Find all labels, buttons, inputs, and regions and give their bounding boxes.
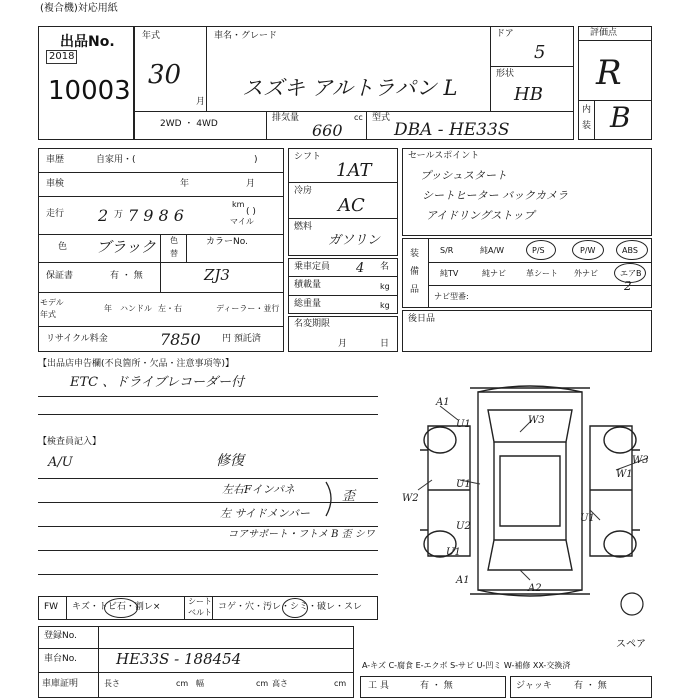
warranty-value: 有 ・ 無	[110, 271, 143, 281]
inspection-year: 年	[180, 179, 190, 189]
diagram-mark-u1-right: U1	[580, 513, 595, 524]
equip-leather-seat: 革シート	[526, 269, 558, 278]
drive-type: 2WD ・ 4WD	[160, 119, 218, 129]
capacity-value: 4	[356, 261, 365, 276]
model-year-unit: 年	[104, 304, 112, 313]
rename-label: 名変期限	[294, 319, 331, 329]
shift-label: シフト	[294, 152, 322, 162]
inspection-month: 月	[246, 179, 256, 189]
inspector-label: 【検査員記入】	[38, 437, 102, 447]
color-swap-1: 色	[170, 236, 178, 245]
mileage-unit-man: 万	[114, 210, 124, 220]
capacity-unit: 名	[380, 262, 390, 272]
interior-score: B	[610, 101, 631, 134]
score-label: 評価点	[590, 28, 618, 38]
later-items-box	[402, 310, 652, 352]
damage-legend: A-キズ C-腐食 E-エクボ S-サビ U-凹ミ W-補修 XX-交換済	[362, 661, 571, 670]
diagram-mark-w3-a: W3	[528, 415, 545, 426]
declaration-value: ETC 、ドライブレコーダー付	[70, 375, 244, 390]
mileage-rest: 7 9 8 6	[128, 206, 184, 225]
equip-abs: ABS	[622, 246, 638, 255]
history-close: )	[254, 155, 258, 165]
sales-line-1: プッシュスタート	[420, 169, 508, 182]
color-value: ブラック	[96, 238, 156, 256]
interior-label-2: 装	[582, 121, 592, 131]
airbag-count: 2	[624, 279, 632, 293]
mileage-paren: ( )	[246, 207, 256, 217]
spare-label: スペア	[616, 639, 646, 650]
color-swap-2: 替	[170, 249, 178, 258]
inspector-note-1: A/U	[48, 455, 73, 470]
fuel-value: ガソリン	[328, 233, 381, 248]
seat-label-1: シート	[188, 597, 212, 606]
seat-items: コゲ・穴・汚レ・シミ・破レ・スレ	[218, 602, 363, 612]
displacement-value: 660	[312, 121, 343, 140]
diagram-mark-w3-b: W3	[632, 455, 649, 466]
diagram-mark-u1-top: U1	[456, 419, 471, 430]
mileage-km: km	[232, 200, 245, 209]
diagram-mark-u2: U2	[456, 521, 471, 532]
declaration-label: 【出品店申告欄(不良箇所・欠品・注意事項等)】	[38, 359, 235, 369]
fw-label: FW	[44, 602, 59, 612]
rename-month: 月	[338, 339, 348, 349]
year-value: 30	[148, 60, 182, 90]
equip-airbag: エアB	[620, 269, 642, 278]
lot-label: 出品No.	[60, 34, 115, 50]
mileage-mile: マイル	[230, 217, 254, 226]
diagram-mark-w2: W2	[402, 493, 419, 504]
fw-items: キズ・トビ石・割レ×	[72, 602, 161, 612]
equip-sr: S/R	[440, 246, 454, 255]
score-value: R	[596, 53, 622, 93]
abs-circle	[616, 240, 648, 260]
cert-length: 長さ	[104, 679, 120, 688]
model-label: 型式	[372, 113, 391, 123]
capacity-label: 乗車定員	[294, 262, 331, 272]
navi-model-label: ナビ型番:	[434, 292, 469, 301]
cert-height-unit: cm	[334, 679, 347, 688]
sheet-type-label: (複合機)対応用紙	[40, 3, 118, 14]
sales-line-2: シートヒーター バックカメラ	[422, 189, 569, 202]
aircon-value: AC	[338, 195, 365, 216]
shape-label: 形状	[496, 69, 515, 79]
sales-point-label: セールスポイント	[408, 151, 480, 161]
load-label: 積載量	[294, 280, 322, 290]
registration-label: 登録No.	[44, 631, 77, 641]
warranty-label: 保証書	[46, 271, 74, 281]
mileage-label: 走行	[46, 209, 65, 219]
weight-unit: kg	[380, 301, 390, 310]
diagram-mark-a1-bottom: A1	[456, 575, 470, 586]
displacement-unit: cc	[354, 113, 363, 122]
weight-label: 総重量	[294, 299, 322, 309]
interior-label-1: 内	[582, 105, 592, 115]
ps-circle	[526, 240, 556, 260]
door-value: 5	[534, 42, 546, 63]
cert-length-unit: cm	[176, 679, 189, 688]
handle-label: ハンドル	[120, 304, 152, 313]
equip-genuine-tv: 純TV	[440, 269, 459, 278]
inspection-label: 車検	[46, 179, 65, 189]
load-unit: kg	[380, 282, 390, 291]
history-label: 車歴	[46, 155, 65, 165]
diagram-mark-u1-lower: U1	[446, 547, 461, 558]
bracket-note: 歪	[342, 489, 356, 504]
model-year-label-2: 年式	[40, 310, 56, 319]
door-label: ドア	[496, 29, 514, 39]
pw-circle	[572, 240, 604, 260]
equip-ps: P/S	[532, 246, 545, 255]
cert-width-unit: cm	[256, 679, 269, 688]
chassis-value: HE33S - 188454	[116, 650, 242, 668]
equip-genuine-aw: 純A/W	[480, 246, 505, 255]
equipment-label-3: 品	[410, 285, 420, 295]
tobiishi-circle	[104, 598, 138, 618]
inspector-note-5: コアサポート・フトメ B 歪 シワ	[228, 529, 375, 540]
equip-external-navi: 外ナビ	[574, 269, 598, 278]
fuel-label: 燃料	[294, 222, 313, 232]
inspector-note-2: 修復	[216, 453, 244, 469]
color-no-value: ZJ3	[204, 266, 230, 284]
month-label: 月	[196, 97, 206, 107]
inspector-note-3: 左右Fインパネ	[222, 483, 295, 496]
recycle-label: リサイクル料金	[46, 334, 108, 344]
equipment-label-2: 備	[410, 267, 420, 277]
year-stamp: 2018	[46, 50, 77, 64]
name-grade-label: 車名・グレード	[214, 31, 278, 41]
diagram-mark-u1-left: U1	[456, 479, 471, 490]
seat-label-2: ベルト	[188, 608, 212, 617]
history-value: 自家用・(	[96, 155, 136, 165]
recycle-unit: 円 預託済	[222, 334, 261, 344]
equipment-label-1: 装	[410, 249, 420, 259]
model-year-label-1: モデル	[40, 298, 64, 307]
handle-value: 左・右	[158, 304, 182, 313]
tools-value: 有 ・ 無	[420, 681, 453, 691]
jack-label: ジャッキ	[516, 681, 552, 691]
jack-value: 有 ・ 無	[574, 681, 607, 691]
cert-width: 幅	[196, 679, 204, 688]
year-label: 年式	[142, 31, 161, 41]
sales-line-3: アイドリングストップ	[426, 209, 535, 222]
model-value: DBA - HE33S	[394, 120, 510, 140]
recycle-value: 7850	[160, 330, 201, 349]
equip-genuine-navi: 純ナビ	[482, 269, 506, 278]
diagram-mark-w1: W1	[616, 469, 633, 480]
shift-value: 1AT	[336, 160, 372, 181]
color-label: 色	[58, 242, 68, 252]
aircon-label: 冷房	[294, 186, 313, 196]
stain-circle	[282, 598, 308, 618]
mileage-man: 2	[98, 206, 109, 225]
garage-cert-label: 車庫証明	[42, 679, 79, 689]
tools-label: 工 具	[368, 681, 389, 691]
displacement-label: 排気量	[272, 113, 300, 123]
later-items-label: 後日品	[408, 314, 436, 324]
shape-value: HB	[514, 84, 543, 105]
equip-pw: P/W	[580, 246, 596, 255]
chassis-label: 車台No.	[44, 654, 77, 664]
color-no-label: カラーNo.	[206, 237, 248, 247]
diagram-mark-a1-top: A1	[436, 397, 450, 408]
cert-height: 高さ	[272, 679, 288, 688]
name-grade-value: スズキ アルトラパン L	[242, 76, 458, 100]
dealer-label: ディーラー・並行	[216, 304, 280, 313]
diagram-mark-a2: A2	[528, 583, 542, 594]
lot-number: 10003	[48, 76, 131, 106]
rename-day: 日	[380, 339, 390, 349]
inspector-note-4: 左 サイドメンバー	[220, 507, 310, 520]
